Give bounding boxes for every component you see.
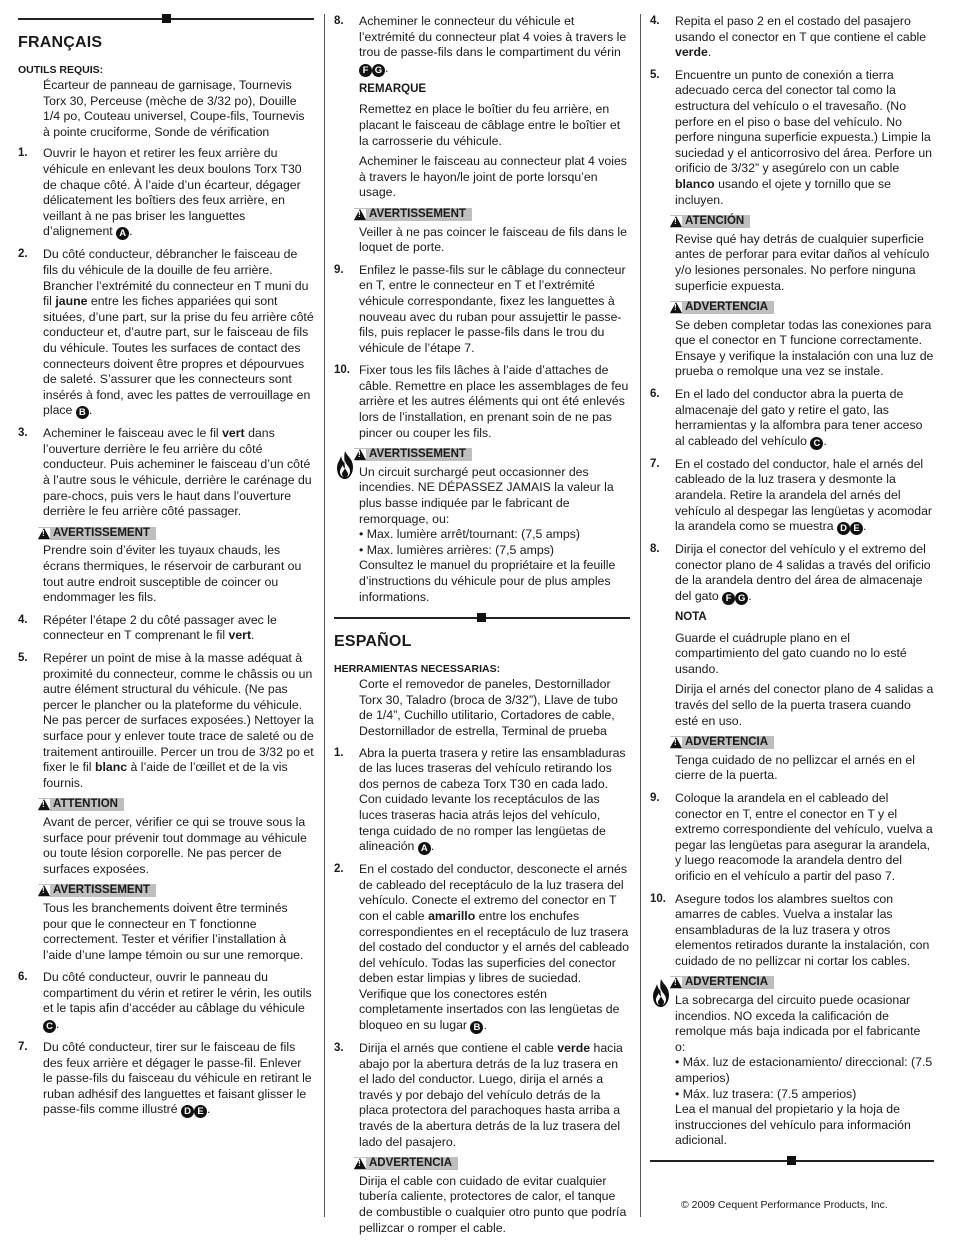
step-number: 9. bbox=[650, 791, 660, 804]
fire-hazard-icon bbox=[650, 978, 672, 1008]
step-text: Repérer un point de mise à la masse adéquat à proximité du connecteur, comme le châssis ou un autre élément structural du véhicule. (Ne pas percer le plancher ou la plateforme du véhicule. Ne pas percer de surfaces exposées.) Nettoyer la surface pour y enlever toute trace de saleté ou de traitement antirouille. Percer un trou de 3/32 po et fixer le fil bbox=[43, 651, 314, 775]
step-text: Enfilez le passe-fils sur le câblage du connecteur en T, entre le connecteur en T et l’extrémité véhicule correspondante, fixez les languettes à nouveau avec du ruban pour assujettir le passe-fils, puis replacer le passe-fils dans le trou du véhicule de l’étape 7. bbox=[359, 262, 626, 355]
wire-color-green: verde bbox=[675, 45, 708, 60]
step-text: entre los enchufes correspondientes en el receptáculo de luz trasera del costado del conductor y el arnés del cableado del vehículo. Todas las superficies del conector deben estar limpias y libres de suciedad. Verifique que los conectores estén completamente insertados con las lengüetas de bloqueo en su lugar bbox=[359, 908, 630, 1033]
step-number: 5. bbox=[18, 652, 28, 664]
warning-text: Veiller à ne pas coincer le faisceau de fils dans le loquet de porte. bbox=[359, 224, 627, 255]
step-10 bbox=[650, 892, 934, 970]
step-text: à l’aide de l’œillet et de la vis fournis. bbox=[43, 760, 288, 790]
wire-color-green: vert bbox=[228, 628, 252, 643]
warning-box bbox=[675, 736, 934, 784]
warning-bullet: • Max. lumière arrêt/tournant: (7,5 amps) bbox=[359, 527, 580, 542]
step-10 bbox=[334, 363, 630, 441]
step-5 bbox=[650, 68, 934, 208]
warning-triangle-icon bbox=[354, 209, 366, 220]
step-4: 4. Répéter l’étape 2 du côté passager avec le connecteur en T comprenant le fil vert. bbox=[18, 612, 277, 643]
warning-label: ! ADVERTENCIA bbox=[354, 1157, 458, 1170]
caution-text: Avant de percer, vérifier ce qui se trouve sous la surface pour prévenir tout dommage au véhicule ou toute lésion corporelle. Ne pas percer de surfaces exposées. bbox=[43, 814, 307, 876]
warning-label: ! ADVERTENCIA bbox=[670, 301, 774, 314]
step-number: 2. bbox=[334, 863, 344, 876]
caution-box bbox=[675, 215, 934, 294]
figure-f-icon: F bbox=[359, 64, 372, 77]
caution-box bbox=[43, 798, 314, 877]
warning-bullet: • Máx. luz trasera: (7.5 amperios) bbox=[675, 1086, 857, 1101]
step-number: 6. bbox=[18, 971, 28, 984]
warning-triangle-icon bbox=[354, 1158, 366, 1169]
figure-c-icon: C bbox=[810, 437, 823, 450]
warning-text: Un circuit surchargé peut occasionner des incendies. NE DÉPASSEZ JAMAIS la valeur la plus basse indiquée par le fabricant de remorquage, ou: bbox=[359, 464, 614, 526]
step-text: En el costado del conductor, hale el arnés del cableado de la luz trasera y desmonte la arandela. Retire la arandela del arnés del vehículo al despegar las lengüetas y acomodar la arandela como se muestra bbox=[675, 456, 933, 534]
step-number: 9. bbox=[334, 263, 344, 276]
warning-triangle-icon bbox=[670, 216, 682, 227]
step-7: 7. Du côté conducteur, tirer sur le faisceau de fils des feux arrière et dégager le passe-fil. Enlever le passe-fils du faisceau du véhicule en retirant le ruban adhésif des languettes et faisant glisser le passe-fils comme illustré D E . bbox=[18, 1040, 312, 1118]
step-number: 10. bbox=[650, 892, 666, 905]
caution-text: Revise qué hay detrás de cualquier superficie antes de perforar para evitar daños al vehículo y/o lesiones personales. No perfore ninguna superficie expuesta. bbox=[675, 231, 930, 293]
step-text: Abra la puerta trasera y retire las ensambladuras de las luces traseras del vehículo retirando los dos pernos de cabeza Torx T30 en cada lado. Con cuidado levante los receptáculos de las luces traseras hacia atrás lejos del vehículo, tenga cuidado de no romper las lengüetas de alineación bbox=[359, 745, 626, 854]
section-heading-spanish: ESPAÑOL bbox=[334, 633, 412, 651]
warning-label: ! AVERTISSEMENT bbox=[354, 448, 472, 461]
warning-text: Lea el manual del propietario y la hoja de instrucciones del vehículo para información adicional. bbox=[675, 1102, 911, 1148]
warning-bullet: • Máx. luz de estacionamiento/ direccional: (7.5 amperios) bbox=[675, 1055, 933, 1086]
step-3 bbox=[334, 1041, 630, 1150]
figure-c-icon: C bbox=[43, 1020, 56, 1033]
wire-color-green: verde bbox=[557, 1041, 591, 1056]
step-number: 3. bbox=[18, 427, 28, 440]
step-text: Du côté conducteur, ouvrir le panneau du compartiment du vérin et retirer le vérin, les outils et le tapis afin d’accéder au câblage du véhicule bbox=[43, 970, 312, 1016]
fire-hazard-icon bbox=[334, 450, 356, 480]
warning-triangle-icon bbox=[670, 302, 682, 313]
step-text: Acheminer le connecteur du véhicule et l’extrémité du connecteur plat 4 voies à travers le trou de passe-fils dans le compartiment du vérin bbox=[359, 14, 627, 60]
copyright-footer: © 2009 Cequent Performance Products, Inc. bbox=[681, 1199, 888, 1211]
column-divider-1 bbox=[324, 14, 325, 1217]
fire-warning-box bbox=[675, 976, 934, 1149]
section-rule bbox=[334, 613, 630, 623]
wire-color-green: vert bbox=[222, 426, 245, 441]
step-4: 4. Repita el paso 2 en el costado del pasajero usando el conector en T que contiene el cable verde. bbox=[650, 14, 927, 60]
step-2: 2. En el costado del conductor, desconecte el arnés de cableado del receptáculo de la luz trasera del vehículo. Conecte el extremo del conector en T con el cable amarillo entre los enchufes correspondientes en el receptáculo de luz trasera del costado del conductor y el arnés del cableado del vehículo. Todas las superficies del conector deben estar limpias y libres de suciedad. Verifique que los conectores estén completamente insertados con las lengüetas de bloqueo en su lugar B . bbox=[334, 862, 630, 1034]
step-number: 1. bbox=[334, 746, 344, 759]
section-rule bbox=[650, 1156, 934, 1166]
step-text: Dirija el conector del vehículo y el extremo del conector plano de 4 salidas a través del orificio de la arandela dentro del área de almacenaje del gato bbox=[675, 542, 931, 603]
figure-a-icon: A bbox=[418, 842, 431, 855]
step-2: 2. Du côté conducteur, débrancher le faisceau de fils du véhicule de la douille de feu arrière. Brancher l’extrémité du connecteur en T muni du fil jaune entre les fiches appariées qui sont situées, d’une part, sur la prise du feu arrière côté conducteur et, d’autre part, sur le faisceau de fils du véhicule. Toutes les surfaces de contact des connecteurs doivent être propres et dépourvues de saleté. S’assurer que les connecteurs sont insérés à fond, avec les pattes de verrouillage en place B . bbox=[18, 247, 314, 419]
warning-box bbox=[359, 1157, 630, 1236]
step-7: 7. En el costado del conductor, hale el arnés del cableado de la luz trasera y desmonte la arandela. Retire la arandela del arnés del vehículo al despegar las lengüetas y acomodar la arandela como se muestra D E . bbox=[650, 456, 933, 535]
warning-bullet: • Max. lumières arrières: (7,5 amps) bbox=[359, 542, 554, 557]
step-text: Du côté conducteur, débrancher le faisceau de fils du véhicule de la douille de feu arrière. Brancher l’extrémité du connecteur en T muni du fil bbox=[43, 247, 309, 309]
step-number: 10. bbox=[334, 364, 350, 377]
tools-text: Corte el removedor de paneles, Destornillador Torx 30, Taladro (broca de 3/32”), Llave de tubo de 1/4”, Cuchillo utilitario, Cortadores de cable, Destornillador de estrella, Terminal de prueba bbox=[359, 677, 618, 738]
step-text: Répéter l’étape 2 du côté passager avec le connecteur en T comprenant le fil bbox=[43, 612, 277, 643]
note-text: Acheminer le faisceau au connecteur plat 4 voies à travers le hayon/le joint de porte lorsqu’en usage. bbox=[359, 154, 627, 200]
fire-warning-box bbox=[359, 448, 630, 605]
step-number: 8. bbox=[334, 15, 344, 27]
figure-b-icon: B bbox=[76, 406, 89, 419]
wire-color-white: blanco bbox=[675, 176, 715, 191]
step-6: 6. En el lado del conductor abra la puerta de almacenaje del gato y retire el gato, las herramientas y la alfombra para tener acceso al cableado del vehículo C . bbox=[650, 387, 923, 449]
caution-label: ! ATENCIÓN bbox=[670, 215, 750, 228]
step-1: 1. Abra la puerta trasera y retire las ensambladuras de las luces traseras del vehículo retirando los dos pernos de cabeza Torx T30 en cada lado. Con cuidado levante los receptáculos de las luces traseras hacia atrás lejos del vehículo, tenga cuidado de no romper las lengüetas de alineación A . bbox=[334, 745, 626, 855]
column-french-spanish bbox=[334, 14, 630, 1243]
step-number: 8. bbox=[650, 543, 660, 556]
note-text: Guarde el cuádruple plano en el compartimiento del gato cuando no lo esté usando. bbox=[675, 630, 907, 676]
warning-triangle-icon bbox=[670, 737, 682, 748]
step-text: entre les fiches appariées qui sont situées, d’une part, sur la prise du feu arrière côté conducteur et, d’autre part, sur le faisceau de fils du véhicule. Toutes les surfaces de contact des connecteurs doivent être propres et dépourvues de saleté. S’assurer que les connecteurs sont insérés à fond, avec les pattes de verrouillage en place bbox=[43, 294, 314, 418]
step-text: Dirija el arnés que contiene el cable bbox=[359, 1041, 554, 1056]
step-number: 3. bbox=[334, 1042, 344, 1055]
warning-label: ! ADVERTENCIA bbox=[670, 736, 774, 749]
warning-text: Tenga cuidado de no pellizcar el arnés en el cierre de la puerta. bbox=[675, 752, 915, 783]
step-text: usando el ojete y tornillo que se incluyen. bbox=[675, 176, 892, 207]
step-number: 4. bbox=[18, 613, 28, 626]
step-text: Fixer tous les fils lâches à l’aide d’attaches de câble. Remettre en place les assemblages de feu arrière et les autres éléments qui ont été enlevés lors de l’installation, en prenant soin de ne pas pincer ou couper les fils. bbox=[359, 363, 629, 440]
step-number: 2. bbox=[18, 248, 28, 261]
step-number: 5. bbox=[650, 68, 660, 81]
warning-text: La sobrecarga del circuito puede ocasionar incendios. NO exceda la calificación de remolque más baja indicada por el fabricante o: bbox=[675, 993, 921, 1054]
step-6: 6. Du côté conducteur, ouvrir le panneau du compartiment du vérin et retirer le vérin, les outils et le tapis afin d’accéder au câblage du véhicule C . bbox=[18, 970, 312, 1033]
warning-text: Prendre soin d’éviter les tuyaux chauds, les écrans thermiques, le réservoir de carburant ou tout autre endroit susceptible de coincer ou endommager les fils. bbox=[43, 543, 302, 605]
step-text: Asegure todos los alambres sueltos con amarres de cables. Vuelva a instalar las ensambladuras de la luz trasera y otros elementos retirados durante la instalación, con cuidado de no pellizcar ni cortar los cables. bbox=[675, 891, 930, 968]
tools-label: HERRAMIENTAS NECESSARIAS: bbox=[334, 663, 501, 676]
figure-e-icon: E bbox=[194, 1105, 207, 1118]
step-1: 1. Ouvrir le hayon et retirer les feux arrière du véhicule en enlevant les deux boulons Torx T30 de chaque côté. À l’aide d’un écarteur, dégager délicatement les boîtiers des feux arrière, en veillant à ne pas briser les languettes d’alignement A . bbox=[18, 146, 302, 240]
step-3 bbox=[18, 426, 314, 520]
step-text: Encuentre un punto de conexión a tierra adecuado cerca del conector tal como la estructura del vehículo o el travesaño. (No perfore en el piso o base del vehículo. No perfore ninguna superficie expuesta.) Limpie la suciedad y el anticorrosivo del área. Perfore un orificio de 3/32” y asegúrelo con un cable bbox=[675, 67, 933, 176]
step-8: 8. Acheminer le connecteur du véhicule et l’extrémité du connecteur plat 4 voies à travers le trou de passe-fils dans le compartiment du vérin F G . REMARQUE Remettez en place le boîtier du feu arrière, en placant le faisceau de câblage entre le boîtier et la carrosserie du véhicule. Acheminer le faisceau au connecteur plat 4 voies à travers le hayon/le joint de porte lorsqu’en usage. bbox=[334, 14, 630, 201]
note-label: NOTA bbox=[675, 611, 707, 623]
warning-triangle-icon bbox=[670, 977, 682, 988]
wire-color-yellow: amarillo bbox=[428, 908, 476, 923]
warning-text: Dirija el cable con cuidado de evitar cualquier tubería caliente, protectores de calor, el tanque de combustible o cualquier otro punto que podría pellizcar o romper el cable. bbox=[359, 1173, 627, 1235]
step-text: En el lado del conductor abra la puerta de almacenaje del gato y retire el gato, las herramientas y la alfombra para tener acceso al cableado del vehículo bbox=[675, 387, 923, 448]
figure-d-icon: D bbox=[837, 522, 850, 535]
step-text: Repita el paso 2 en el costado del pasajero usando el conector en T que contiene el cable bbox=[675, 14, 927, 44]
figure-g-icon: G bbox=[372, 64, 385, 77]
figure-f-icon: F bbox=[722, 592, 735, 605]
warning-triangle-icon bbox=[38, 885, 50, 896]
step-number: 7. bbox=[650, 457, 660, 470]
warning-label: ! AVERTISSEMENT bbox=[354, 208, 472, 221]
step-text: Acheminer le faisceau avec le fil bbox=[43, 426, 219, 441]
step-number: 6. bbox=[650, 388, 660, 401]
warning-triangle-icon bbox=[38, 799, 50, 810]
section-rule bbox=[18, 14, 314, 24]
wire-color-yellow: jaune bbox=[55, 294, 88, 309]
warning-triangle-icon bbox=[354, 449, 366, 460]
step-9 bbox=[334, 263, 630, 357]
figure-a-icon: A bbox=[116, 227, 129, 240]
step-text: En el costado del conductor, desconecte el arnés de cableado del receptáculo de la luz trasera del vehículo. Conecte el extremo del conector en T con el cable bbox=[359, 862, 627, 923]
warning-box bbox=[43, 884, 314, 963]
caution-label: ! ATTENTION bbox=[38, 798, 124, 811]
warning-box bbox=[43, 527, 314, 606]
figure-b-icon: B bbox=[470, 1021, 483, 1034]
step-number: 4. bbox=[650, 15, 660, 27]
warning-box bbox=[359, 208, 630, 256]
note-text: Dirija el arnés del conector plano de 4 salidas a través del sello de la puerta trasera cuando esté en uso. bbox=[675, 682, 934, 728]
wire-color-white: blanc bbox=[94, 760, 128, 775]
figure-g-icon: G bbox=[735, 592, 748, 605]
step-text: hacia abajo por la abertura detrás de la luz trasera en el lado del conductor. Luego, dirija el arnés a través y por debajo del vehículo detrás de la placa protectora del parachoques hasta arriba a través de la abertura detrás de la luz trasera del lado del pasajero. bbox=[359, 1041, 623, 1149]
figure-d-icon: D bbox=[181, 1105, 194, 1118]
figure-e-icon: E bbox=[850, 522, 863, 535]
step-number: 1. bbox=[18, 147, 28, 160]
column-divider-2 bbox=[640, 14, 641, 1217]
note-text: Remettez en place le boîtier du feu arrière, en placant le faisceau de câblage entre le boîtier et la carrosserie du véhicule. bbox=[359, 102, 621, 148]
warning-label: ! ADVERTENCIA bbox=[670, 976, 774, 989]
warning-label: ! AVERTISSEMENT bbox=[38, 884, 156, 897]
warning-text: Se deben completar todas las conexiones para que el conector en T funcione correctamente. Ensaye y verifique la instalación con una luz de prueba o remolque una vez se instale. bbox=[675, 317, 934, 379]
warning-label: ! AVERTISSEMENT bbox=[38, 527, 156, 540]
note-label: REMARQUE bbox=[359, 82, 427, 95]
step-text: Coloque la arandela en el cableado del conector en T, entre el conector en T y el extremo correspondiente del vehículo, vuelva a pegar las lengüetas para asegurar la arandela, y luego reacomode la arandela dentro del orificio en el vehículo a partir del paso 7. bbox=[675, 790, 933, 883]
step-text: Du côté conducteur, tirer sur le faisceau de fils des feux arrière et dégager le passe-fil. Enlever le passe-fils du faisceau du véhicule en retirant le ruban adhésif des languettes et faisant glisser le passe-fils comme illustré bbox=[43, 1040, 312, 1117]
tools-label: OUTILS REQUIS: bbox=[18, 64, 104, 76]
step-text: dans l’ouverture derrière le feu arrière du côté conducteur. Puis acheminer le faisceau d’un côté à l’autre sous le véhicule, derrière le carénage du pare-chocs, puis vers le haut dans l’ouverture derrière le feu arrière côté passager. bbox=[43, 426, 312, 519]
step-text: Ouvrir le hayon et retirer les feux arrière du véhicule en enlevant les deux boulons Torx T30 de chaque côté. À l’aide d’un écarteur, dégager délicatement les boîtiers des feux arrière, en veillant à ne pas briser les languettes d’alignement bbox=[43, 146, 302, 239]
tools-text: Écarteur de panneau de garnisage, Tournevis Torx 30, Perceuse (mèche de 3/32 po), Douille 1/4 po, Couteau universel, Coupe-fils, Tournevis à pointe cruciforme, Sonde de vérification bbox=[43, 78, 305, 139]
step-5 bbox=[18, 651, 314, 791]
warning-text: Tous les branchements doivent être terminés pour que le connecteur en T fonctionne correctement. Tester et vérifier l’installation à l’aide d’une lampe témoin ou sur une remorque. bbox=[43, 900, 304, 962]
warning-text: Consultez le manuel du propriétaire et la feuille d’instructions du véhicule pour de plus amples informations. bbox=[359, 558, 616, 604]
column-spanish-2 bbox=[650, 14, 934, 1172]
step-number: 7. bbox=[18, 1041, 28, 1054]
step-9 bbox=[650, 791, 934, 885]
section-heading-french: FRANÇAIS bbox=[18, 34, 103, 51]
warning-triangle-icon bbox=[38, 528, 50, 539]
step-8: 8. Dirija el conector del vehículo y el extremo del conector plano de 4 salidas a través del orificio de la arandela dentro del área de almacenaje del gato F G . NOTA Guarde el cuádruple plano en el compartimiento del gato cuando no lo esté usando. Dirija el arnés del conector plano de 4 salidas a través del sello de la puerta trasera cuando esté en uso. bbox=[650, 542, 934, 728]
warning-box bbox=[675, 301, 934, 380]
column-french-1 bbox=[18, 14, 314, 1125]
